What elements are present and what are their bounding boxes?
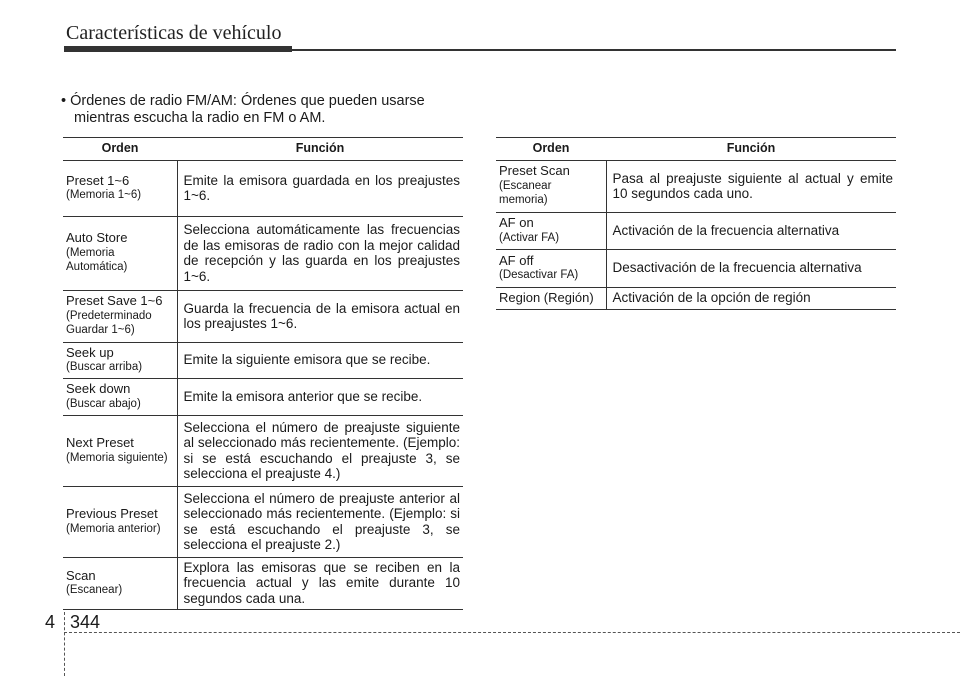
order-translation: (Activar FA) bbox=[499, 231, 560, 244]
order-name: Seek up bbox=[66, 344, 114, 360]
function-cell: Selecciona el número de preajuste anterior al seleccionado más recientemente. (Ejemplo: si se está escuchando el preajuste 3, se selecciona el preajuste 2.) bbox=[177, 486, 463, 557]
page-header-title: Características de vehículo bbox=[66, 22, 282, 44]
order-name: Auto Store bbox=[66, 230, 128, 246]
intro-line-2: mientras escucha la radio en FM o AM. bbox=[74, 110, 326, 126]
table-row bbox=[63, 290, 463, 342]
order-cell bbox=[63, 415, 177, 486]
order-translation: (Predeterminado Guardar 1~6) bbox=[66, 309, 152, 337]
function-cell: Pasa al preajuste siguiente al actual y emite 10 segundos cada uno. bbox=[606, 160, 896, 212]
table-row bbox=[63, 486, 463, 557]
table-row bbox=[63, 216, 463, 290]
order-translation: (Escanear memoria) bbox=[499, 179, 552, 207]
order-cell bbox=[63, 290, 177, 342]
order-translation: (Memoria siguiente) bbox=[66, 451, 168, 464]
order-cell bbox=[496, 212, 606, 249]
fm-am-commands-table bbox=[63, 137, 463, 610]
function-cell: Selecciona automáticamente las frecuencias de las emisoras de radio con la mejor calidad de recepción y las guarda en los preajustes 1~6. bbox=[177, 216, 463, 290]
column-header-function: Función bbox=[606, 138, 896, 161]
order-translation: (Desactivar FA) bbox=[499, 269, 579, 281]
order-name: Next Preset bbox=[66, 435, 134, 450]
order-translation: (Memoria 1~6) bbox=[66, 189, 142, 201]
column-header-order: Orden bbox=[496, 138, 606, 161]
order-translation: (Memoria anterior) bbox=[66, 522, 161, 535]
function-cell: Emite la emisora anterior que se recibe. bbox=[177, 378, 463, 415]
table-row bbox=[63, 415, 463, 486]
header-rule bbox=[292, 49, 896, 51]
intro-paragraph bbox=[61, 93, 461, 127]
order-cell bbox=[63, 216, 177, 290]
table-row bbox=[63, 342, 463, 378]
order-name: AF off bbox=[499, 252, 534, 268]
order-name: Preset 1~6 bbox=[66, 172, 130, 188]
footer-vertical-divider bbox=[64, 612, 65, 676]
order-name: Preset Save 1~6 bbox=[66, 293, 163, 309]
table-row bbox=[63, 557, 463, 609]
order-translation: (Escanear) bbox=[66, 584, 123, 596]
function-cell: Explora las emisoras que se reciben en la frecuencia actual y las emite durante 10 segundos cada una. bbox=[177, 557, 463, 609]
chapter-number: 4 bbox=[45, 612, 56, 632]
table-row bbox=[496, 287, 896, 309]
function-cell: Activación de la frecuencia alternativa bbox=[606, 212, 896, 249]
order-cell bbox=[63, 160, 177, 216]
page-number: 344 bbox=[70, 612, 101, 632]
order-cell bbox=[496, 287, 606, 309]
table-row bbox=[63, 160, 463, 216]
order-translation: (Buscar arriba) bbox=[66, 361, 143, 373]
order-cell bbox=[496, 249, 606, 287]
header-bar-thick bbox=[64, 46, 292, 52]
order-name: Seek down bbox=[66, 381, 131, 396]
column-header-function: Función bbox=[177, 138, 463, 161]
function-cell: Selecciona el número de preajuste siguiente al seleccionado más recientemente. (Ejemplo: si se está escuchando el preajuste 3, se selecciona el preajuste 4.) bbox=[177, 415, 463, 486]
footer-horizontal-divider bbox=[64, 632, 960, 633]
function-cell: Desactivación de la frecuencia alternativa bbox=[606, 249, 896, 287]
order-cell bbox=[63, 557, 177, 609]
table-row bbox=[496, 249, 896, 287]
order-cell bbox=[496, 160, 606, 212]
order-name: Scan bbox=[66, 567, 96, 583]
column-header-order: Orden bbox=[63, 138, 177, 161]
function-cell: Guarda la frecuencia de la emisora actual en los preajustes 1~6. bbox=[177, 290, 463, 342]
order-name: Preset Scan bbox=[499, 163, 570, 179]
order-cell bbox=[63, 486, 177, 557]
function-cell: Emite la siguiente emisora que se recibe. bbox=[177, 342, 463, 378]
table-row bbox=[496, 212, 896, 249]
order-name: Previous Preset bbox=[66, 506, 158, 521]
intro-line-1: • Órdenes de radio FM/AM: Órdenes que pueden usarse bbox=[61, 93, 425, 109]
rds-commands-table bbox=[496, 137, 896, 310]
order-cell bbox=[63, 342, 177, 378]
table-row bbox=[496, 160, 896, 212]
order-translation: (Memoria Automática) bbox=[66, 246, 128, 274]
order-name: Region (Región) bbox=[499, 289, 594, 305]
order-translation: (Buscar abajo) bbox=[66, 397, 141, 410]
function-cell: Activación de la opción de región bbox=[606, 287, 896, 309]
order-cell bbox=[63, 378, 177, 415]
function-cell: Emite la emisora guardada en los preajustes 1~6. bbox=[177, 160, 463, 216]
order-name: AF on bbox=[499, 215, 534, 230]
table-row bbox=[63, 378, 463, 415]
